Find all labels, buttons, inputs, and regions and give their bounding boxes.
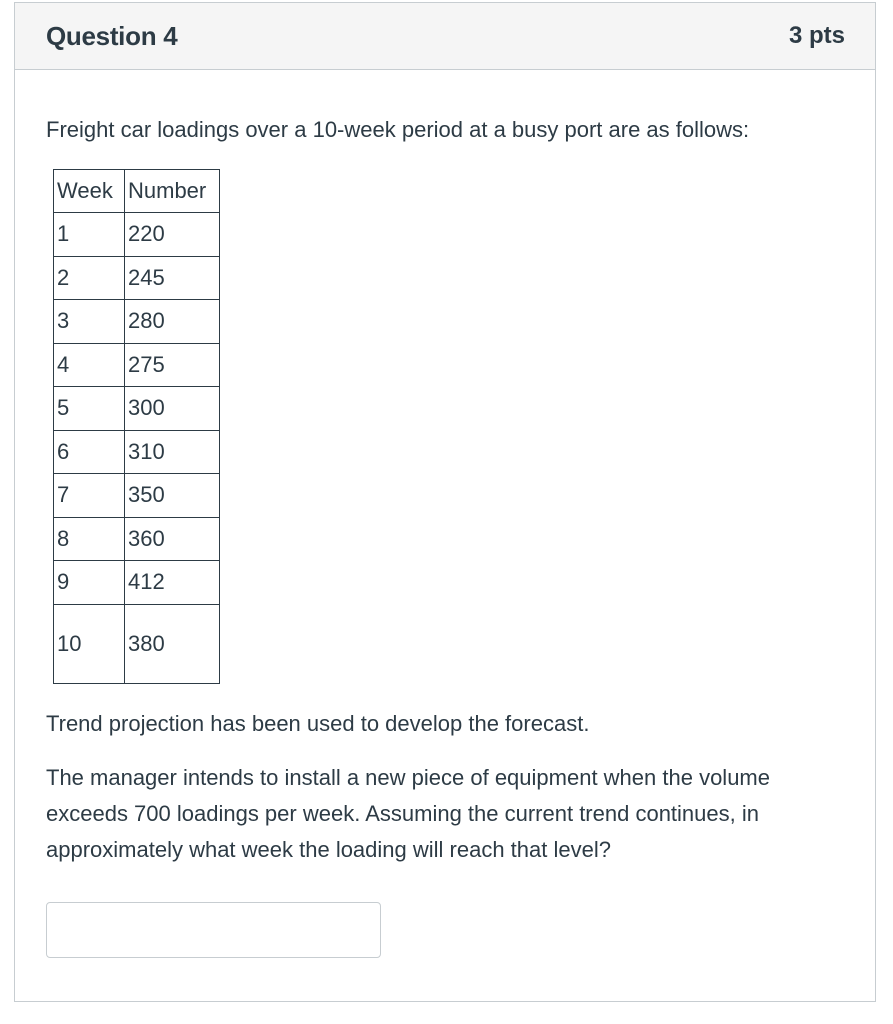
number-cell: 280 (125, 300, 220, 344)
week-cell: 8 (54, 517, 125, 561)
week-cell: 10 (54, 604, 125, 683)
number-cell: 300 (125, 387, 220, 431)
number-cell: 220 (125, 213, 220, 257)
question-card (14, 2, 876, 1002)
table-row (54, 474, 220, 518)
question-paragraph-trend: Trend projection has been used to develop the forecast. (46, 711, 590, 736)
table-row (54, 387, 220, 431)
column-header-number: Number (125, 170, 220, 213)
loadings-table (53, 169, 220, 684)
table-row (54, 561, 220, 605)
table-row (54, 256, 220, 300)
number-cell: 350 (125, 474, 220, 518)
week-cell: 5 (54, 387, 125, 431)
answer-input[interactable] (46, 902, 381, 958)
table-row (54, 604, 220, 683)
number-cell: 275 (125, 343, 220, 387)
number-cell: 360 (125, 517, 220, 561)
question-paragraph-prompt: The manager intends to install a new piece of equipment when the volume exceeds 700 loadings per week. Assuming the current trend continues, in approximately what week the loading will reach that level? (46, 765, 770, 862)
week-cell: 6 (54, 430, 125, 474)
number-cell: 310 (125, 430, 220, 474)
number-cell: 412 (125, 561, 220, 605)
table-row (54, 517, 220, 561)
table-row (54, 343, 220, 387)
number-cell: 245 (125, 256, 220, 300)
week-cell: 2 (54, 256, 125, 300)
question-intro: Freight car loadings over a 10-week period at a busy port are as follows: (46, 117, 750, 142)
week-cell: 7 (54, 474, 125, 518)
week-cell: 1 (54, 213, 125, 257)
question-title: Question 4 (46, 20, 178, 51)
question-points: 3 pts (788, 22, 845, 49)
number-cell: 380 (125, 604, 220, 683)
question-header (15, 3, 875, 70)
table-row (54, 213, 220, 257)
table-row (54, 300, 220, 344)
week-cell: 9 (54, 561, 125, 605)
week-cell: 3 (54, 300, 125, 344)
table-header-row (54, 170, 220, 213)
week-cell: 4 (54, 343, 125, 387)
column-header-week: Week (54, 170, 125, 213)
table-row (54, 430, 220, 474)
